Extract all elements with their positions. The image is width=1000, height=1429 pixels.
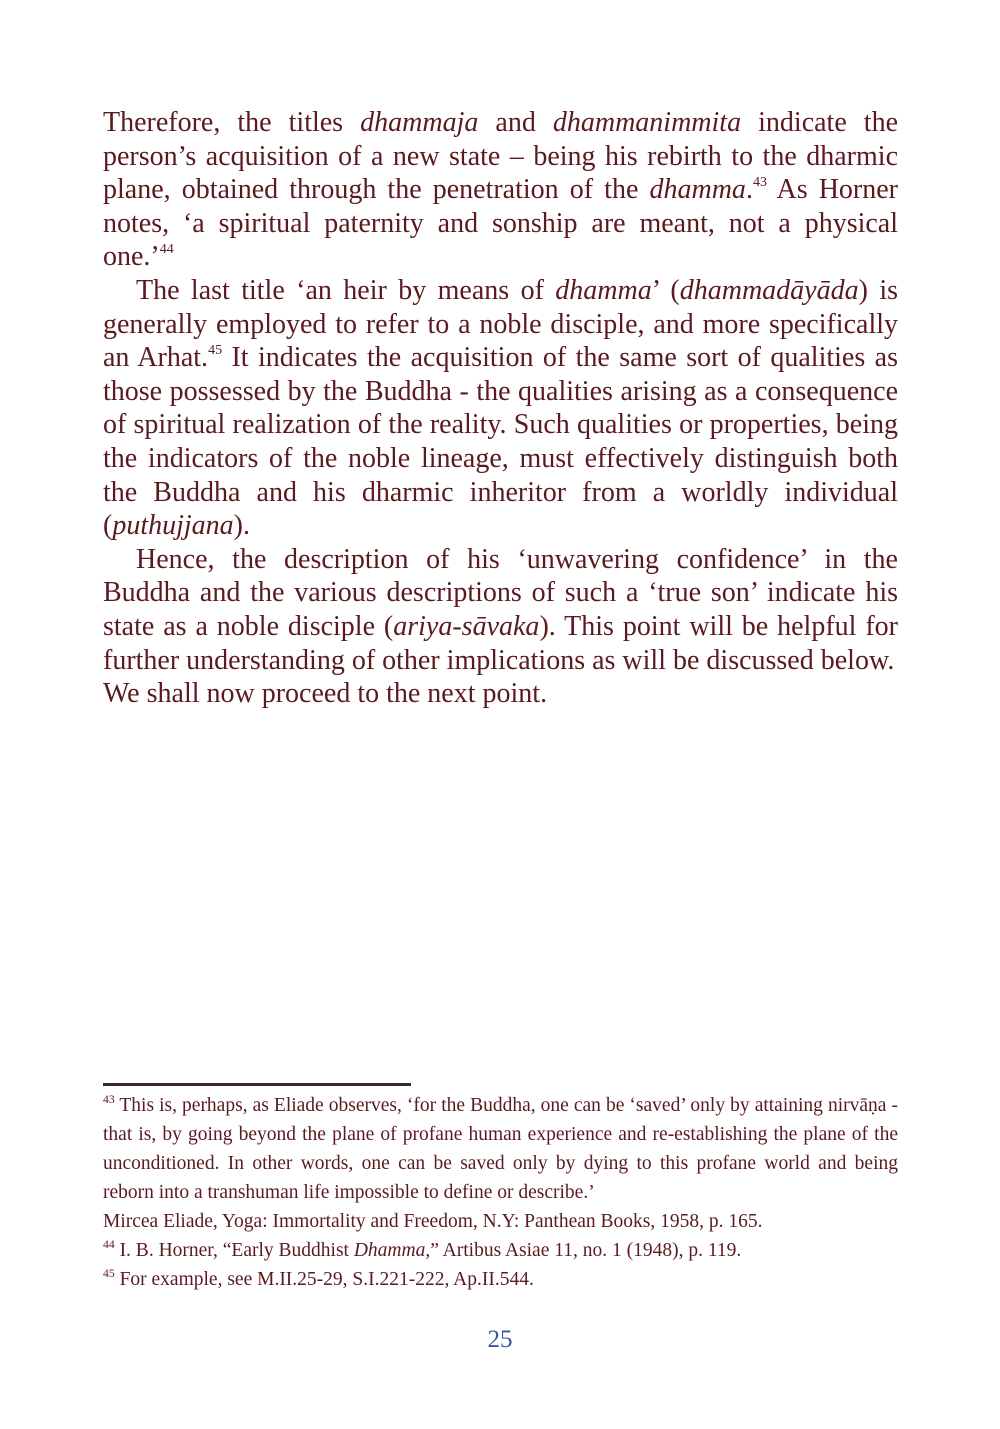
text-run: The last title ‘an heir by means of [136, 274, 556, 306]
footnote-ref: 43 [103, 1092, 115, 1106]
text-run: ). [233, 510, 250, 542]
text-run: I. B. Horner, “Early Buddhist [114, 1240, 354, 1261]
text-run: . [745, 174, 753, 206]
italic-term: puthujjana [112, 510, 234, 542]
footnote-separator [103, 1083, 411, 1086]
text-run: It indicates the acquisition of the same sort of qualities as those possessed by the Buddha - the qualities arising as a consequence of spiritual realization of the reality. Such qualities or properties, being the indicators of the noble lineage, must effectively distinguish both the Buddha and his dharmic inheritor from a worldly individual ( [103, 342, 898, 542]
text-run: As Horner notes, ‘a spiritual paternity and sonship are meant, not a physical one.’ [103, 174, 898, 273]
italic-term: dhammadāyāda [679, 274, 859, 306]
footnote [103, 1091, 898, 1207]
text-run: Hence, the description of his ‘unwavering confidence’ in the Buddha and the various descriptions of such a ‘true son’ indicate his state as a noble disciple ( [103, 543, 898, 642]
paragraph [103, 677, 898, 711]
footnote-ref: 45 [208, 343, 223, 359]
italic-term: dhamma [649, 174, 746, 206]
text-run: ,” Artibus Asiae 11, no. 1 (1948), p. 119. [425, 1240, 742, 1261]
italic-term: dhammanimmita [552, 107, 742, 138]
text-run: ). This point will be helpful for further understanding of other implications as will be discussed below. [103, 610, 899, 676]
footnotes [103, 1091, 898, 1294]
footnote-ref: 43 [752, 175, 767, 191]
footnote-ref: 45 [103, 1266, 115, 1280]
page-number: 25 [487, 1326, 513, 1353]
text-run: We shall now proceed to the next point. [103, 678, 548, 710]
text-run: ’ ( [651, 274, 680, 306]
text-run: This is, perhaps, as Eliade observes, ‘for the Buddha, one can be ‘saved’ only by attaining nirvāṇa - that is, by going beyond the plane of profane human experience and re-establishing the plane of the unconditioned. In other words, one can be saved only by dying to this profane world and being reborn into a transhuman life impossible to define or describe.’ [103, 1095, 898, 1203]
paragraph [103, 274, 898, 543]
italic-term: dhamma [555, 274, 652, 306]
footnote [103, 1236, 898, 1265]
text-run: Mircea Eliade, Yoga: Immortality and Freedom, N.Y: Panthean Books, 1958, p. 165. [103, 1211, 763, 1232]
text-run: ) is generally employed to refer to a noble disciple, and more specifically an Arhat. [103, 274, 898, 374]
italic-term: Dhamma [353, 1240, 426, 1261]
text-run: For example, see M.II.25-29, S.I.221-222, Ap.II.544. [114, 1269, 534, 1290]
paragraph [103, 106, 898, 274]
footnote-ref: 44 [103, 1237, 115, 1251]
text-run: indicate the person’s acquisition of a new state – being his rebirth to the dharmic plane, obtained through the penetration of the [103, 107, 898, 206]
body-text [103, 106, 898, 711]
italic-term: ariya-sāvaka [393, 610, 540, 642]
footnote-ref: 44 [159, 242, 174, 258]
paragraph [103, 543, 898, 677]
text-run: Therefore, the titles [103, 107, 361, 138]
text-run: and [478, 107, 553, 138]
italic-term: dhammaja [360, 107, 479, 138]
footnote [103, 1207, 898, 1236]
footnote [103, 1265, 898, 1294]
